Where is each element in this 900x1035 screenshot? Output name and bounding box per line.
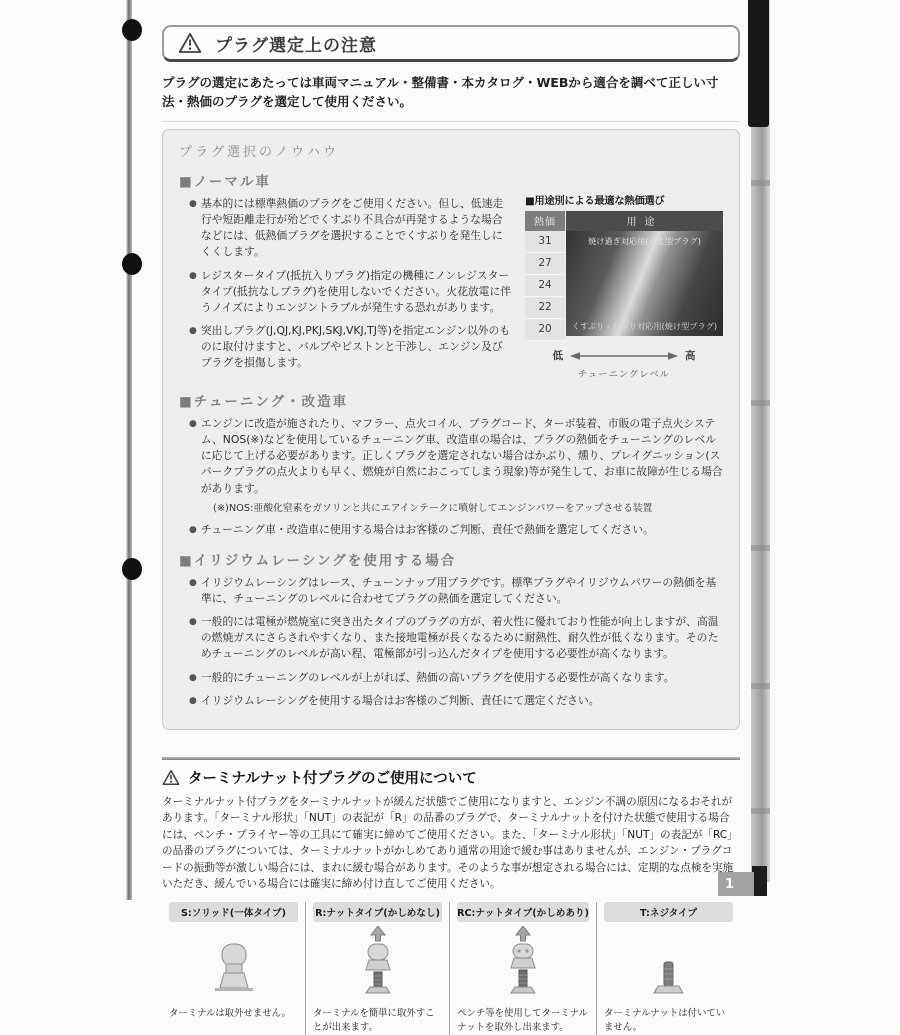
bullet-item bbox=[189, 575, 723, 607]
chart-title: ■用途別による最適な熱価選び bbox=[525, 194, 665, 207]
bullet-text: イリジウムレーシングはレース、チューンナップ用プラグです。標準プラグやイリジウムパワーの熱価を基準に、チューニングのレベルに合わせてプラグの熱価を選定してください。 bbox=[200, 575, 717, 605]
heat-range-chart bbox=[525, 190, 723, 380]
heat-value: 20 bbox=[525, 319, 565, 341]
terminal-col-header: S:ソリッド(一体タイプ) bbox=[169, 902, 298, 922]
axis-caption: チューニングレベル bbox=[577, 368, 671, 380]
bullet-item bbox=[189, 693, 723, 709]
terminal-col-header: RC:ナットタイプ(かしめあり) bbox=[457, 902, 589, 922]
knowhow-box bbox=[162, 129, 740, 730]
terminal-col-header: T:ネジタイプ bbox=[604, 902, 733, 922]
section-heading-iridium: ■イリジウムレーシングを使用する場合 bbox=[179, 552, 457, 569]
bullet-icon: ● bbox=[189, 326, 197, 337]
double-arrow-icon bbox=[570, 346, 678, 365]
plug-terminal-solid-figure bbox=[169, 922, 298, 1004]
terminal-caption: ターミナルを簡単に取外すことが出来ます。 bbox=[313, 1008, 435, 1033]
bullet-text: エンジンに改造が施されたり、マフラー、点火コイル、プラグコード、ターボ装着、市販の電子点火システム、NOS(※)などを使用しているチューニング車、改造車の場合は、プラグの熱価をチューニングのレベルに応じて上げる必要があります。正しくプラグを選定されない場合はかぶり、燻り、プレイグニッション(スパークプラグの点火よりも早く、燃焼が自然におこってしまう現象)等が発生して、お車に故障が生じる場合があります。 bbox=[200, 416, 723, 495]
warning-triangle-icon bbox=[162, 769, 180, 786]
terminal-section-heading bbox=[162, 767, 740, 788]
bullet-item bbox=[189, 522, 723, 538]
bullet-icon: ● bbox=[189, 616, 197, 627]
page-number: 1 bbox=[718, 872, 754, 896]
bullet-item bbox=[189, 670, 723, 686]
terminal-caption: ターミナルは取外せません。 bbox=[169, 1008, 291, 1020]
section-divider bbox=[162, 757, 740, 760]
heat-value: 27 bbox=[525, 253, 565, 275]
plug-terminal-screw-figure bbox=[604, 922, 733, 1004]
terminal-caption: ペンチ等を使用してターミナルナットを取外し出来ます。 bbox=[457, 1008, 588, 1033]
terminal-col-solid bbox=[162, 902, 305, 1035]
bullet-icon: ● bbox=[189, 695, 197, 706]
caution-title-box bbox=[162, 25, 740, 62]
bullet-text: 一般的にチューニングのレベルが上がれば、熱価の高いプラグを使用する必要性が高くなります。 bbox=[200, 670, 675, 684]
bullet-text: 基本的には標準熱価のプラグをご使用ください。但し、低速走行や短距離走行が殆どでくすぶり不具合が再発するような場合などには、低熱価プラグを選択することでくすぶりを発生しにくくします。 bbox=[200, 196, 504, 259]
punch-hole bbox=[122, 558, 142, 580]
bullet-item bbox=[189, 268, 513, 317]
chart-col-header-heat: 熱価 bbox=[525, 211, 565, 231]
bullet-item bbox=[189, 614, 723, 663]
page-title: プラグ選定上の注意 bbox=[215, 35, 377, 56]
bullet-icon: ● bbox=[189, 198, 197, 209]
bullet-item bbox=[189, 196, 513, 261]
page-content bbox=[162, 0, 740, 1035]
terminal-body-text: ターミナルナット付プラグをターミナルナットが緩んだ状態でご使用になりますと、エンジン不調の原因になるおそれがあります。「ターミナル形状」「NUT」の表記が「R」の品番のプラグで、ターミナルナットを付けた状態で使用する場合には、ペンチ・プライヤー等の工具にて確実に締めてご使用ください。また、「ターミナル形状」「NUT」の表記が「RC」の品番のプラグについては、ターミナルナットがかしめてあり通常の用途で緩む事はありませんが、エンジン・プラグコードの振動等が激しい場合には、まれに緩む場合があります。そのような事が想定される場合には、定期的な点検を実施いただき、緩んでいる場合には確実に締め付け直してご使用ください。 bbox=[162, 795, 738, 890]
section-heading-normal: ■ノーマル車 bbox=[179, 173, 271, 190]
axis-low-label: 低 bbox=[552, 349, 563, 362]
page-edge-shadow-bottom bbox=[752, 866, 767, 896]
terminal-heading-text: ターミナルナット付プラグのご使用について bbox=[188, 770, 477, 787]
terminal-col-screw bbox=[596, 902, 740, 1035]
chart-label-overheat: 焼け過ぎ対応用(冷え型プラグ) bbox=[588, 235, 701, 246]
page-binding-edge bbox=[126, 0, 132, 900]
page-edge-shadow-top bbox=[748, 0, 769, 127]
bullet-text: チューニング車・改造車に使用する場合はお客様のご判断、責任で熱価を選定してください。 bbox=[200, 523, 654, 537]
terminal-type-table bbox=[162, 902, 740, 1035]
plug-terminal-crimped-nut-figure bbox=[457, 922, 589, 1004]
bullet-item bbox=[189, 323, 513, 372]
bullet-text: レジスタータイプ(抵抗入りプラグ)指定の機種にノンレジスタータイプ(抵抗なしプラグ)を使用しないでください。火花放電に伴うノイズによりエンジントラブルが発生する恐れがあります。 bbox=[200, 268, 512, 314]
intro-divider bbox=[162, 121, 740, 122]
bullet-item bbox=[189, 416, 723, 497]
heat-value: 24 bbox=[525, 275, 565, 297]
heat-value-column bbox=[525, 231, 565, 341]
bullet-icon: ● bbox=[189, 672, 197, 683]
bullet-icon: ● bbox=[189, 270, 197, 281]
heat-value: 22 bbox=[525, 297, 565, 319]
chart-col-header-use: 用途 bbox=[566, 211, 723, 231]
terminal-col-header: R:ナットタイプ(かしめなし) bbox=[313, 902, 442, 922]
bullet-text: 突出しプラグ(J,QJ,KJ,PKJ,SKJ,VKJ,TJ等)を指定エンジン以外のものに取付けますと、バルブやピストンと干渉し、エンジン及びプラグを損傷します。 bbox=[200, 324, 511, 370]
bullet-text: イリジウムレーシングを使用する場合はお客様のご判断、責任にて選定ください。 bbox=[200, 693, 600, 707]
bullet-icon: ● bbox=[189, 525, 197, 536]
bullet-text: 一般的には電極が燃焼室に突き出たタイプのプラグの方が、着火性に優れており性能が向上しますが、高温の燃焼ガスにさらされやすくなり、また接地電極が長くなるために耐熱性、耐久性が低くなります。そのためチューニングのレベルが高い程、電極部が引っ込んだタイプを使用する必要性が高くなります。 bbox=[200, 614, 719, 661]
terminal-col-nut-loose bbox=[305, 902, 449, 1035]
punch-hole bbox=[122, 19, 142, 41]
terminal-col-nut-crimped bbox=[449, 902, 596, 1035]
section-heading-tuning: ■チューニング・改造車 bbox=[179, 393, 349, 410]
heat-value: 31 bbox=[525, 231, 565, 253]
punch-hole bbox=[122, 253, 142, 275]
intro-text: プラグの選定にあたっては車両マニュアル・整備書・本カタログ・WEBから適合を調べて正しい寸法・熱価のプラグを選定して使用ください。 bbox=[162, 75, 719, 110]
warning-triangle-icon bbox=[178, 32, 202, 54]
bullet-icon: ● bbox=[189, 577, 197, 588]
bullet-icon: ● bbox=[189, 418, 197, 429]
terminal-caption: ターミナルナットは付いていません。 bbox=[603, 1008, 726, 1033]
chart-label-fouling: くすぶり・かぶり対応用(焼け型プラグ) bbox=[571, 320, 718, 331]
chart-gradient-area bbox=[566, 231, 723, 336]
plug-terminal-nut-figure bbox=[313, 922, 442, 1004]
knowhow-title: プラグ選択のノウハウ bbox=[179, 144, 340, 160]
axis-high-label: 高 bbox=[685, 349, 696, 362]
page-edge-strip bbox=[751, 0, 770, 882]
nos-footnote: (※)NOS:亜酸化窒素をガソリンと共にエアインテークに噴射してエンジンパワーをアップさせる装置 bbox=[213, 502, 653, 514]
